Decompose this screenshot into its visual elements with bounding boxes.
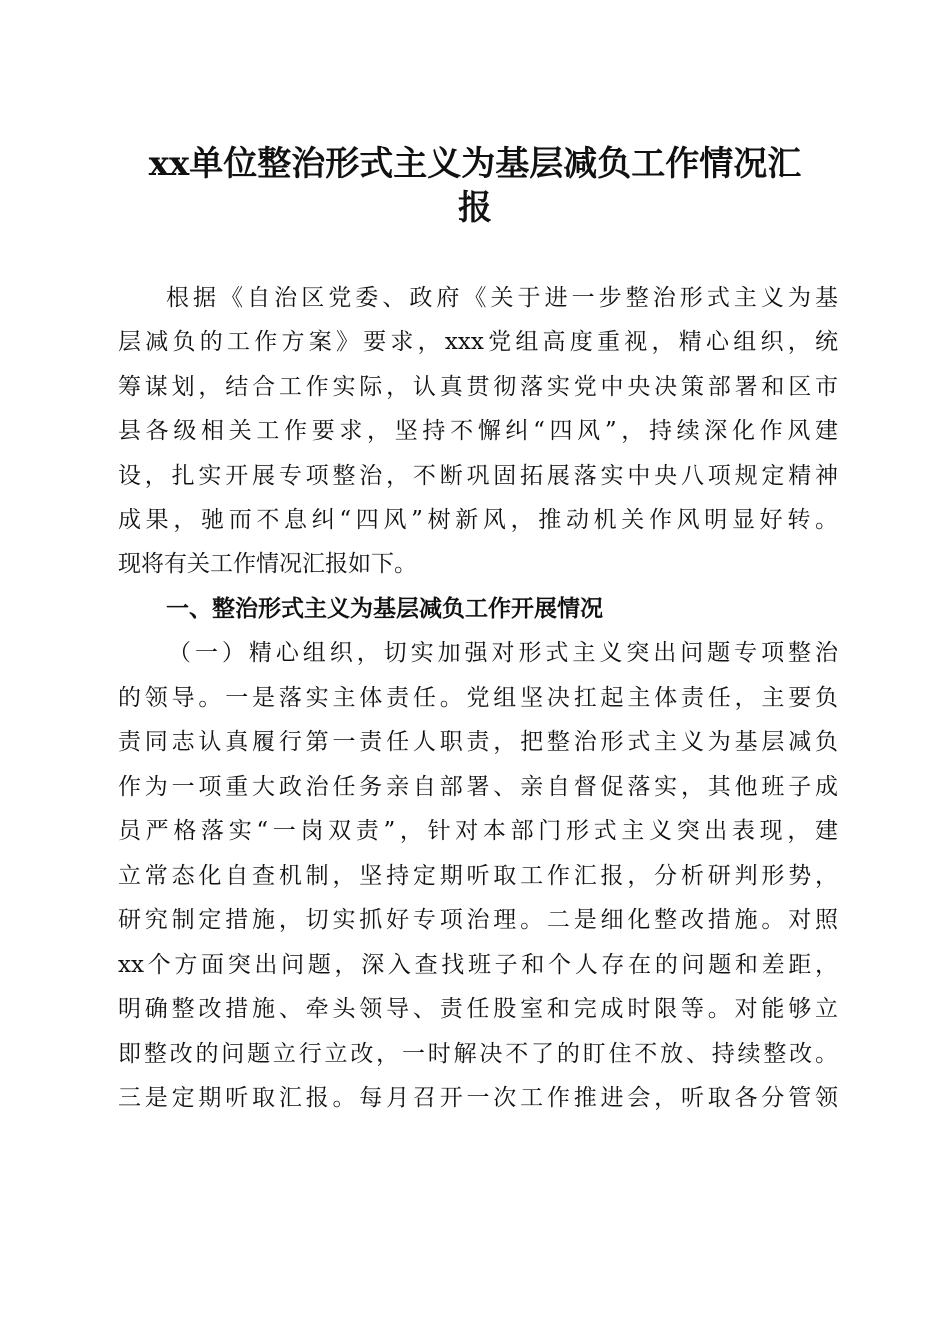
paragraph-line-5: 设，扎实开展专项整治，不断巩固拓展落实中央八项规定精神 [118, 463, 838, 489]
paragraph-line-3: 筹谋划，结合工作实际，认真贯彻落实党中央决策部署和区市 [118, 374, 838, 400]
paragraph-line-13: 立常态化自查机制，坚持定期听取工作汇报，分析研判形势， [118, 863, 838, 889]
paragraph-line-2: 层减负的工作方案》要求，xxx党组高度重视，精心组织，统 [118, 329, 838, 355]
paragraph-line-18: 三是定期听取汇报。每月召开一次工作推进会，听取各分管领 [118, 1085, 838, 1111]
paragraph-line-6: 成果，驰而不息纠“四风”树新风，推动机关作风明显好转。 [118, 507, 838, 533]
paragraph-line-17: 即整改的问题立行立改，一时解决不了的盯住不放、持续整改。 [118, 1041, 838, 1067]
paragraph-line-1: 根据《自治区党委、政府《关于进一步整治形式主义为基 [166, 285, 838, 311]
paragraph-line-4: 县各级相关工作要求，坚持不懈纠“四风”，持续深化作风建 [118, 418, 838, 444]
paragraph-line-14: 研究制定措施，切实抓好专项治理。二是细化整改措施。对照 [118, 907, 838, 933]
paragraph-line-15: xx个方面突出问题，深入查找班子和个人存在的问题和差距， [118, 952, 838, 978]
paragraph-line-11: 作为一项重大政治任务亲自部署、亲自督促落实，其他班子成 [118, 774, 838, 800]
document-title-line2: 报 [458, 188, 492, 228]
paragraph-line-16: 明确整改措施、牵头领导、责任股室和完成时限等。对能够立 [118, 996, 838, 1022]
paragraph-line-8: （一）精心组织，切实加强对形式主义突出问题专项整治 [168, 640, 838, 666]
paragraph-line-12: 员严格落实“一岗双责”，针对本部门形式主义突出表现，建 [118, 818, 838, 844]
paragraph-line-7: 现将有关工作情况汇报如下。 [118, 551, 417, 577]
document-title-line1: xx单位整治形式主义为基层减负工作情况汇 [148, 144, 802, 184]
paragraph-line-10: 责同志认真履行第一责任人职责，把整治形式主义为基层减负 [118, 729, 838, 755]
section-heading-1: 一、整治形式主义为基层减负工作开展情况 [166, 596, 603, 622]
paragraph-line-9: 的领导。一是落实主体责任。党组坚决扛起主体责任，主要负 [118, 685, 838, 711]
